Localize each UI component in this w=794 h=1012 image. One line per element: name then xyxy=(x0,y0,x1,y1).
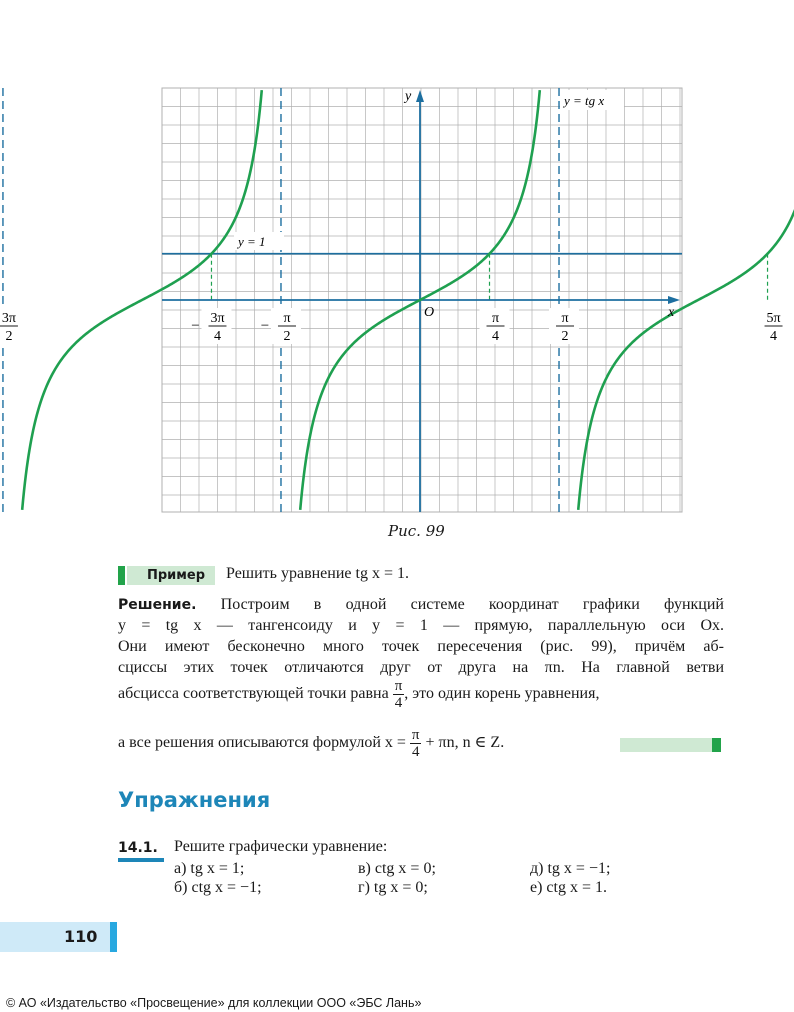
svg-text:2: 2 xyxy=(561,329,569,344)
exercise-item-g: г) tg x = 0; xyxy=(358,879,428,896)
svg-text:2: 2 xyxy=(5,329,13,344)
solution-lead: Решение. xyxy=(118,597,197,613)
line-label: y = 1 xyxy=(238,234,266,249)
svg-text:4: 4 xyxy=(213,329,221,344)
solution-text-5b: , это один корень уравнения, xyxy=(404,685,600,703)
svg-text:π: π xyxy=(561,311,569,326)
exercise-task: Решите графически уравнение: xyxy=(174,838,388,855)
fraction-pi-over-4: $\frac{\pi}{4}$ xyxy=(394,678,403,711)
page-number: 110 xyxy=(64,927,98,946)
exercise-item-b: б) ctg x = −1; xyxy=(174,879,262,896)
example-end-marker xyxy=(712,738,721,752)
origin-label: O xyxy=(424,305,435,320)
x-tick-label xyxy=(758,308,788,344)
svg-text:π: π xyxy=(283,311,291,326)
tangent-graph xyxy=(1,88,781,512)
copyright-notice: © АО «Издательство «Просвещение» для коллекции ООО «ЭБС Лань» xyxy=(6,996,422,1010)
x-axis-label: x xyxy=(668,305,675,320)
solution-line-3: Они имеют бесконечно много точек пересечения (рис. 99), причём аб- xyxy=(118,638,724,655)
fraction-pi-over-4-b: $\frac{\pi}{4}$ xyxy=(411,727,420,760)
example-end-bar xyxy=(620,738,712,752)
exercise-item-v: в) ctg x = 0; xyxy=(358,860,436,877)
svg-text:−: − xyxy=(191,318,200,334)
y-axis-label: y xyxy=(405,89,412,104)
page-number-marker xyxy=(110,922,117,952)
exercise-item-e: е) ctg x = 1. xyxy=(530,879,607,896)
solution-line-4: сциссы этих точек отличаются друг от друга на πn. На главной ветви xyxy=(118,659,724,676)
svg-text:−: − xyxy=(260,318,270,334)
solution-text-6b: + πn, n ∈ Z. xyxy=(425,734,505,752)
figure-caption: Рис. 99 xyxy=(388,522,445,540)
x-tick-label xyxy=(549,308,579,344)
example-tag: Пример xyxy=(127,566,215,585)
exercise-number: 14.1. xyxy=(118,840,158,856)
solution-text-5a: абсцисса соответствующей точки равна xyxy=(118,685,389,703)
solution-text-6a: а все решения описываются формулой x = xyxy=(118,734,406,752)
svg-text:π: π xyxy=(491,311,500,326)
exercise-item-d: д) tg x = −1; xyxy=(530,860,611,877)
function-label: y = tg x xyxy=(564,93,605,108)
solution-line-1 xyxy=(118,595,724,615)
svg-text:4: 4 xyxy=(492,329,500,344)
example-statement: Решить уравнение tg x = 1. xyxy=(226,565,409,582)
section-title: Упражнения xyxy=(118,788,271,812)
svg-text:2: 2 xyxy=(283,329,291,344)
x-tick-label xyxy=(0,308,23,344)
svg-text:3π: 3π xyxy=(210,311,225,326)
example-marker xyxy=(118,566,125,585)
x-tick-label xyxy=(480,308,510,344)
solution-line-5 xyxy=(118,678,724,711)
svg-text:3π: 3π xyxy=(1,311,16,326)
svg-text:4: 4 xyxy=(770,329,778,344)
exercise-item-a: а) tg x = 1; xyxy=(174,860,245,877)
exercise-number-underline xyxy=(118,858,164,862)
solution-line-2: y = tg x — тангенсоиду и y = 1 — прямую, параллельную оси Ox. xyxy=(118,617,724,634)
svg-text:5π: 5π xyxy=(766,311,781,326)
solution-text-1: Построим в одной системе координат графики функций xyxy=(196,596,724,613)
